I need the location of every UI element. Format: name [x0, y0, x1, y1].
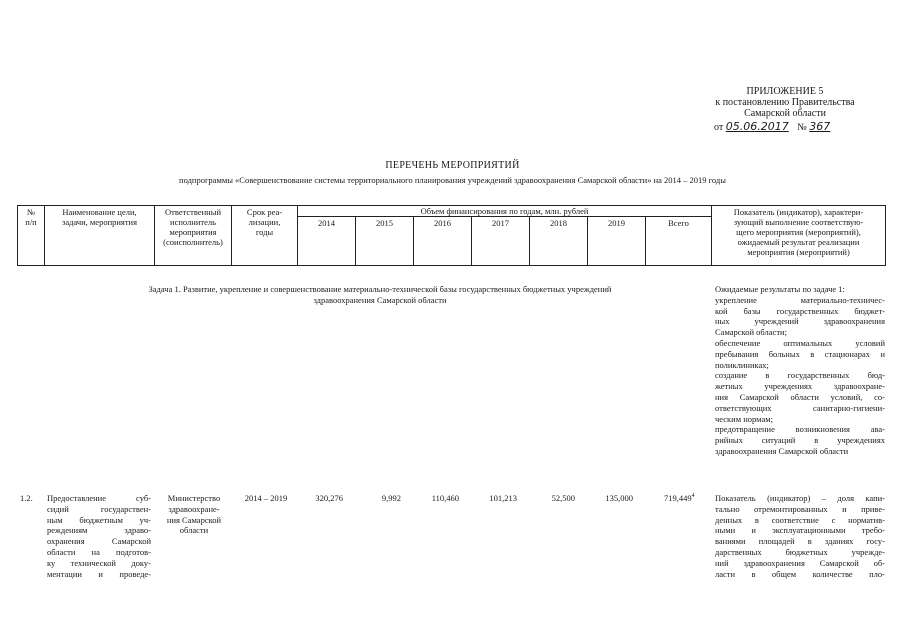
row-1-2-value-2019: 135,000	[605, 493, 633, 503]
table-header	[17, 205, 886, 265]
header-year-2016: 2016	[434, 218, 451, 228]
header-year-2017: 2017	[492, 218, 509, 228]
row-1-2-term: 2014 – 2019	[244, 493, 288, 503]
task-1-results: Ожидаемые результаты по задаче 1: укрепление материально-техничес- кой базы государственных бюджет- ных учреждений здравоохранения Самарской области; обеспечение оптимальных условий пребывания больных в стационарах и поликлиниках; создание в государственных бюд- жетных учреждениях здравоохране- ния Самарской области условий, со- ответствующих санитарно-гигиени- ческим нормам; предотвращение возникновения ава- рийных ситуаций в учреждениях здравоохранения Самарской области	[715, 284, 885, 456]
document-title: ПЕРЕЧЕНЬ МЕРОПРИЯТИЙ	[385, 160, 520, 171]
number-label: №	[797, 122, 807, 133]
header-year-2015: 2015	[376, 218, 393, 228]
appendix-date-line	[714, 120, 874, 133]
row-1-2-value-2017: 101,213	[489, 493, 517, 503]
resolution-date: 05.06.2017	[725, 120, 789, 133]
appendix-line-1: к постановлению Правительства	[715, 97, 855, 108]
row-1-2-value-2018: 52,500	[551, 493, 575, 503]
header-year-2019: 2019	[608, 218, 625, 228]
header-year-2014: 2014	[318, 218, 335, 228]
row-1-2-indicator: Показатель (индикатор) – доля капи- тально отремонтированных и приве- денных в соответствие с норматив- ными и эксплуатационными требо- ваниями площадей в зданиях госу- дарственных бюджетных учрежде- ний здравоохранения Самарской об- ласти в общем количестве пло-	[715, 493, 885, 579]
row-1-2-value-2016: 110,460	[431, 493, 459, 503]
appendix-title: ПРИЛОЖЕНИЕ 5	[746, 86, 824, 97]
row-1-2-num: 1.2.	[20, 493, 33, 503]
header-name: Наименование цели, задачи, мероприятия	[61, 207, 138, 227]
row-1-2-total-value: 719,449	[664, 493, 692, 503]
row-1-2-executor: Министерство здравоохране- ния Самарской области	[166, 493, 222, 536]
header-term: Срок реа- лизации, годы	[246, 207, 283, 237]
header-num: № п/п	[25, 207, 37, 227]
resolution-number: 367	[809, 120, 831, 133]
appendix-line-2: Самарской области	[744, 108, 826, 119]
task-1-line-1: Задача 1. Развитие, укрепление и совершенствование материально-технической базы государственных бюджетных учреждений	[148, 284, 612, 294]
header-total: Всего	[668, 218, 689, 228]
header-funding: Объем финансирования по годам, млн. рублей	[420, 206, 589, 216]
appendix-block	[690, 86, 880, 119]
row-1-2-value-total	[664, 493, 712, 503]
row-1-2-name: Предоставление суб- сидий государствен- ным бюджетным уч- реждениям здраво- охранения Самарской области на подготов- ку технической доку- ментации и проведе-	[47, 493, 151, 579]
header-indicator: Показатель (индикатор), характери- зующий выполнение соответствую- щего мероприятия (мероприятий), ожидаемый результат реализации мероприятия (мероприятий)	[733, 207, 864, 257]
header-year-2018: 2018	[550, 218, 567, 228]
task-1-line-2: здравоохранения Самарской области	[313, 294, 447, 305]
row-1-2-value-2014: 320,276	[315, 493, 343, 503]
document-subtitle: подпрограммы «Совершенствование системы территориального планирования учреждений здравоохранения Самарской области» на 2014 – 2019 годы	[179, 175, 726, 185]
header-executor: Ответственный исполнитель мероприятия (соисполнитель)	[163, 207, 223, 247]
from-label: от	[714, 122, 724, 133]
task-1-heading	[60, 284, 700, 306]
row-1-2-value-2015: 9,992	[381, 493, 401, 503]
row-1-2-total-footnote: 4	[691, 493, 695, 500]
